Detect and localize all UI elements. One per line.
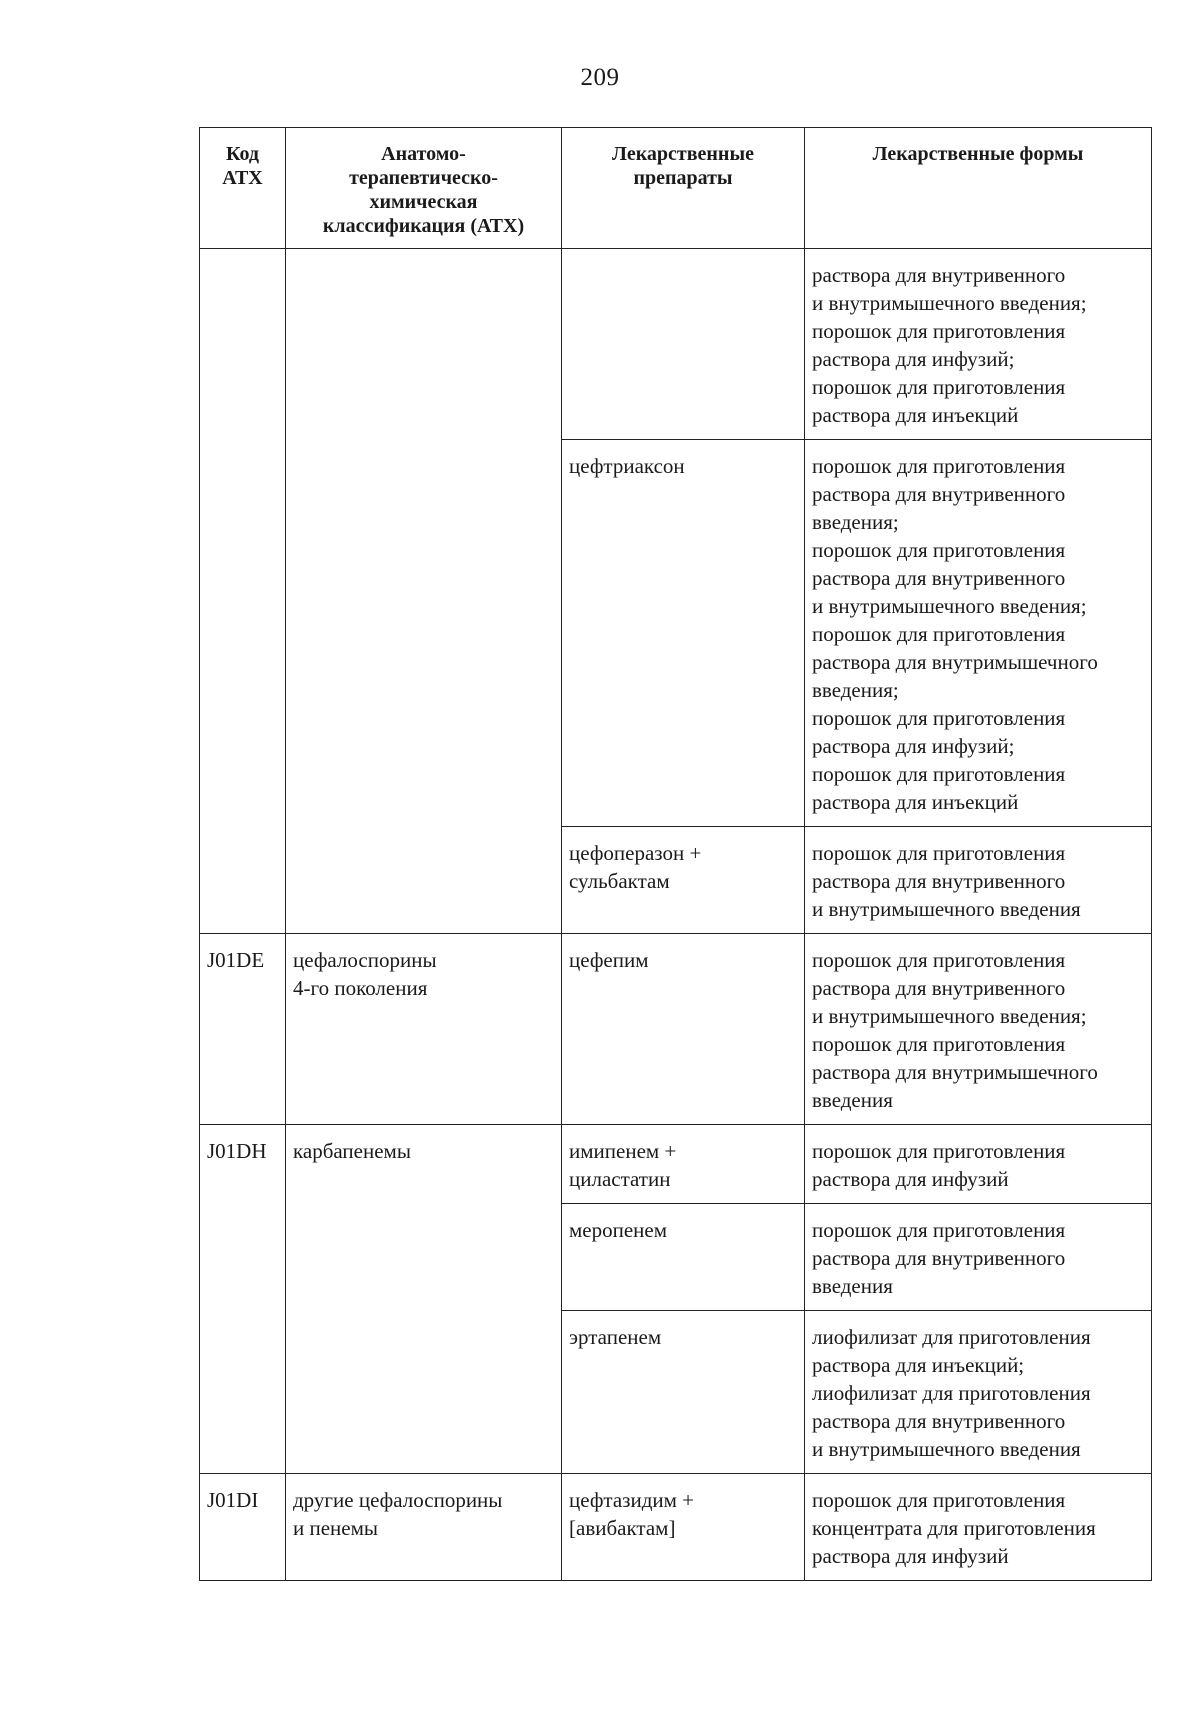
header-drugs: Лекарственные препараты — [562, 128, 805, 249]
page-number: 209 — [580, 64, 620, 91]
drug-cell: цефтриаксон — [562, 440, 805, 827]
forms-cell: порошок для приготовления раствора для внутривенного введения; порошок для приготовления раствора для внутривенного и внутримышечного введения; порошок для приготовления раствора для внутримышечного введения; порошок для приготовления раствора для инфузий; порошок для приготовления раствора для инъекций — [805, 440, 1152, 827]
drug-cell: имипенем + циластатин — [562, 1125, 805, 1204]
forms-cell: порошок для приготовления раствора для внутривенного и внутримышечного введения; порошок для приготовления раствора для внутримышечного введения — [805, 934, 1152, 1125]
forms-cell: раствора для внутривенного и внутримышечного введения; порошок для приготовления раствора для инфузий; порошок для приготовления раствора для инъекций — [805, 249, 1152, 440]
forms-cell: порошок для приготовления раствора для внутривенного введения — [805, 1204, 1152, 1311]
forms-cell: лиофилизат для приготовления раствора для инъекций; лиофилизат для приготовления раствора для внутривенного и внутримышечного введения — [805, 1311, 1152, 1474]
table-row — [200, 934, 1152, 1125]
code-cell-empty — [200, 249, 286, 934]
classification-cell: карбапенемы — [286, 1125, 562, 1474]
classification-cell: другие цефалоспорины и пенемы — [286, 1474, 562, 1581]
drug-cell: цефепим — [562, 934, 805, 1125]
drug-cell: цефтазидим + [авибактам] — [562, 1474, 805, 1581]
forms-cell: порошок для приготовления концентрата для приготовления раствора для инфузий — [805, 1474, 1152, 1581]
drug-cell: цефоперазон + сульбактам — [562, 827, 805, 934]
header-code: Код АТХ — [200, 128, 286, 249]
atx-table — [199, 127, 1152, 1581]
table-row — [200, 249, 1152, 440]
code-cell: J01DH — [200, 1125, 286, 1474]
drug-cell-empty — [562, 249, 805, 440]
drug-cell: эртапенем — [562, 1311, 805, 1474]
table-row — [200, 1125, 1152, 1204]
forms-cell: порошок для приготовления раствора для инфузий — [805, 1125, 1152, 1204]
code-cell: J01DI — [200, 1474, 286, 1581]
header-forms: Лекарственные формы — [805, 128, 1152, 249]
table-header-row — [200, 128, 1152, 249]
classification-cell: цефалоспорины 4-го поколения — [286, 934, 562, 1125]
table-row — [200, 1474, 1152, 1581]
forms-cell: порошок для приготовления раствора для внутривенного и внутримышечного введения — [805, 827, 1152, 934]
code-cell: J01DE — [200, 934, 286, 1125]
drug-cell: меропенем — [562, 1204, 805, 1311]
header-classification: Анатомо- терапевтическо- химическая классификация (АТХ) — [286, 128, 562, 249]
classification-cell-empty — [286, 249, 562, 934]
